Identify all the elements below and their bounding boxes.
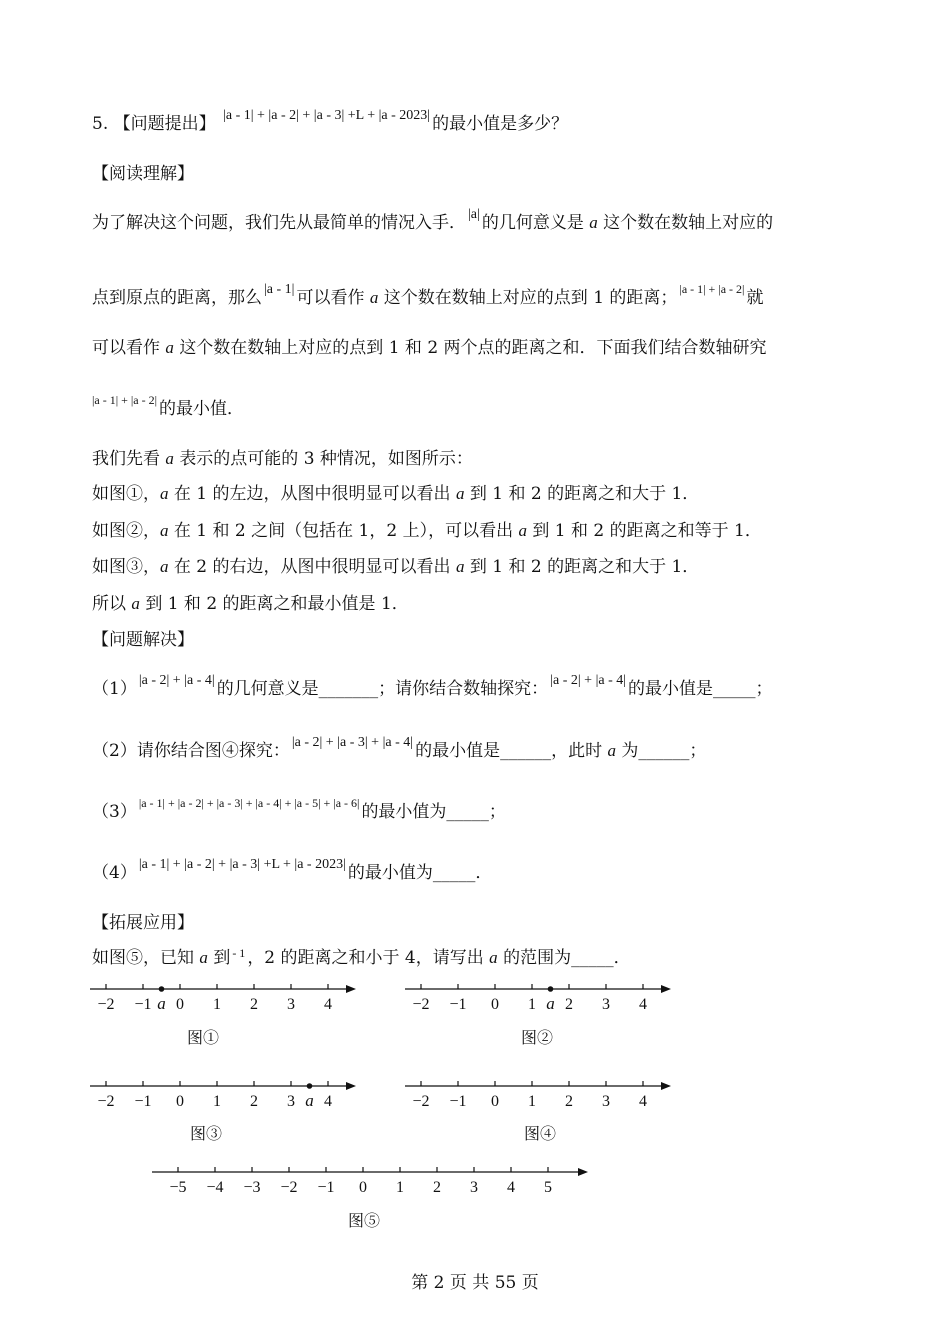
text: 的范围为_____． bbox=[503, 948, 631, 968]
text: 的几何意义是 bbox=[481, 213, 584, 233]
problem-tail: 的最小值是多少？ bbox=[432, 114, 569, 134]
var-a: a bbox=[455, 557, 465, 576]
text: 为了解决这个问题，我们先从最简单的情况入手． bbox=[92, 213, 466, 233]
tick-label: 3 bbox=[287, 996, 295, 1013]
number-line-fig1 bbox=[88, 980, 358, 1022]
var-a: a bbox=[455, 484, 465, 503]
number-line-svg bbox=[150, 1163, 590, 1205]
text: 如图⑤，已知 bbox=[92, 948, 194, 968]
abs-expression: |a - 1| bbox=[264, 282, 295, 297]
point-a bbox=[307, 1083, 313, 1089]
point-a-label: a bbox=[157, 994, 166, 1013]
caption-fig4: 图④ bbox=[524, 1124, 557, 1143]
var-a: a bbox=[518, 521, 527, 540]
question-1 bbox=[92, 673, 773, 702]
q3-expression: |a - 1| + |a - 2| + |a - 3| + |a - 4| + |a - 5| + |a - 6| bbox=[138, 796, 360, 810]
tick-label: −2 bbox=[412, 1093, 430, 1110]
tick-label: 4 bbox=[507, 1179, 515, 1196]
text: 这个数在数轴上对应的点到 1 的距离； bbox=[383, 288, 678, 308]
var-a: a bbox=[589, 213, 598, 232]
number-line-fig2 bbox=[403, 980, 673, 1022]
var-a: a bbox=[160, 484, 169, 503]
neg-one: - 1 bbox=[232, 946, 246, 960]
extend-line bbox=[92, 947, 631, 970]
tick-label: 4 bbox=[639, 1093, 647, 1110]
text: 到 1 和 2 的距离之和大于 1． bbox=[469, 557, 700, 577]
text: 的最小值为_____； bbox=[361, 802, 506, 822]
tick-label: 3 bbox=[470, 1179, 478, 1196]
solve-heading: 【问题解决】 bbox=[92, 630, 194, 650]
reading-line-8 bbox=[92, 556, 699, 578]
axis-arrow bbox=[661, 1082, 671, 1090]
reading-heading: 【阅读理解】 bbox=[92, 164, 194, 184]
problem-line bbox=[92, 108, 569, 137]
point-a-label: a bbox=[305, 1091, 314, 1110]
axis-arrow bbox=[578, 1168, 588, 1176]
text: 这个数在数轴上对应的点到 1 和 2 两个点的距离之和．下面我们结合数轴研究 bbox=[179, 338, 767, 358]
text: 到 1 和 2 的距离之和等于 1． bbox=[532, 521, 762, 541]
q-number: （2） bbox=[92, 741, 137, 761]
caption-fig3: 图③ bbox=[190, 1124, 223, 1143]
q-number: （3） bbox=[92, 802, 137, 822]
tick-label: 4 bbox=[324, 1093, 332, 1110]
problem-expression: |a - 1| + |a - 2| + |a - 3| +L + |a - 2023| bbox=[223, 108, 431, 123]
extend-heading: 【拓展应用】 bbox=[92, 913, 194, 933]
reading-line-1 bbox=[92, 207, 774, 236]
number-line-fig5 bbox=[150, 1163, 590, 1205]
var-a: a bbox=[131, 594, 140, 613]
text: 为______； bbox=[621, 741, 707, 761]
var-a: a bbox=[160, 557, 169, 576]
text: 的几何意义是_______；请你结合数轴探究： bbox=[216, 679, 549, 699]
tick-label: −1 bbox=[134, 1093, 152, 1110]
axis-arrow bbox=[661, 985, 671, 993]
text: 到 1 和 2 的距离之和最小值是 1． bbox=[145, 594, 409, 614]
tick-label: −2 bbox=[97, 1093, 115, 1110]
text: 如图②， bbox=[92, 521, 160, 541]
caption-fig1: 图① bbox=[187, 1028, 220, 1047]
tick-label: 3 bbox=[287, 1093, 295, 1110]
text: 到 bbox=[213, 948, 231, 968]
tick-label: 2 bbox=[565, 1093, 573, 1110]
var-a: a bbox=[369, 288, 379, 307]
text: 的最小值是_____； bbox=[628, 679, 773, 699]
number-line-svg bbox=[403, 980, 673, 1022]
question-2 bbox=[92, 735, 707, 764]
tick-label: −3 bbox=[243, 1179, 261, 1196]
text: 的最小值为_____． bbox=[347, 863, 493, 883]
tick-label: 0 bbox=[176, 996, 184, 1013]
q2-expression: |a - 2| + |a - 3| + |a - 4| bbox=[291, 735, 414, 750]
question-4 bbox=[92, 857, 493, 886]
q4-expression: |a - 1| + |a - 2| + |a - 3| +L + |a - 2023| bbox=[138, 857, 346, 872]
tick-label: 4 bbox=[324, 996, 332, 1013]
page-footer: 第 2 页 共 55 页 bbox=[411, 1273, 539, 1293]
point-a bbox=[159, 986, 165, 992]
tick-label: 0 bbox=[491, 1093, 499, 1110]
text: 可以看作 bbox=[296, 288, 365, 308]
number-line-svg bbox=[88, 1077, 358, 1119]
tick-label: 1 bbox=[396, 1179, 404, 1196]
reading-line-3 bbox=[92, 337, 767, 359]
var-a: a bbox=[165, 449, 174, 468]
abs-sum-expression: |a - 1| + |a - 2| bbox=[92, 393, 158, 407]
text: 我们先看 bbox=[92, 449, 160, 469]
text: 在 2 的右边，从图中很明显可以看出 bbox=[173, 557, 451, 577]
text: 的最小值是______，此时 bbox=[415, 741, 603, 761]
text: 点到原点的距离，那么 bbox=[92, 288, 262, 308]
tick-label: 0 bbox=[491, 996, 499, 1013]
reading-line-7 bbox=[92, 520, 762, 542]
number-line-svg bbox=[403, 1077, 673, 1119]
text: 所以 bbox=[92, 594, 126, 614]
text: 到 1 和 2 的距离之和大于 1． bbox=[469, 484, 700, 504]
tick-label: −2 bbox=[280, 1179, 298, 1196]
var-a: a bbox=[165, 338, 174, 357]
reading-line-6 bbox=[92, 483, 699, 505]
axis-arrow bbox=[346, 1082, 356, 1090]
tick-label: 2 bbox=[433, 1179, 441, 1196]
question-3 bbox=[92, 796, 506, 824]
reading-line-4 bbox=[92, 393, 245, 421]
reading-line-2 bbox=[92, 282, 764, 311]
q1-expression: |a - 2| + |a - 4| bbox=[138, 673, 215, 688]
q-number: （1） bbox=[92, 679, 137, 699]
text: ，2 的距离之和小于 4，请写出 bbox=[247, 948, 484, 968]
tick-label: −2 bbox=[412, 996, 430, 1013]
tick-label: 5 bbox=[544, 1179, 552, 1196]
tick-label: 3 bbox=[602, 1093, 610, 1110]
number-line-fig3 bbox=[88, 1077, 358, 1119]
tick-label: −1 bbox=[317, 1179, 335, 1196]
number-line-fig4 bbox=[403, 1077, 673, 1119]
problem-heading: 【问题提出】 bbox=[113, 114, 216, 134]
tick-label: 0 bbox=[359, 1179, 367, 1196]
tick-label: 2 bbox=[565, 996, 573, 1013]
tick-label: −1 bbox=[449, 1093, 467, 1110]
tick-label: 3 bbox=[602, 996, 610, 1013]
tick-label: 2 bbox=[250, 1093, 258, 1110]
abs-sum-expression: |a - 1| + |a - 2| bbox=[679, 282, 745, 296]
tick-label: 4 bbox=[639, 996, 647, 1013]
text: 就 bbox=[746, 288, 764, 308]
q1-expression-2: |a - 2| + |a - 4| bbox=[550, 673, 627, 688]
tick-label: −4 bbox=[206, 1179, 224, 1196]
tick-label: −1 bbox=[134, 996, 152, 1013]
text: 在 1 和 2 之间（包括在 1，2 上），可以看出 bbox=[173, 521, 514, 541]
tick-label: 2 bbox=[250, 996, 258, 1013]
reading-line-9 bbox=[92, 593, 409, 615]
text: 的最小值． bbox=[159, 399, 245, 419]
axis-arrow bbox=[346, 985, 356, 993]
tick-label: 1 bbox=[528, 1093, 536, 1110]
number-line-svg bbox=[88, 980, 358, 1022]
text: 这个数在数轴上对应的 bbox=[603, 213, 774, 233]
tick-label: 1 bbox=[528, 996, 536, 1013]
tick-label: −2 bbox=[97, 996, 115, 1013]
tick-label: 1 bbox=[213, 1093, 221, 1110]
point-a bbox=[548, 986, 554, 992]
caption-fig2: 图② bbox=[521, 1028, 554, 1047]
abs-a-expression: |a| bbox=[468, 207, 480, 222]
var-a: a bbox=[160, 521, 169, 540]
text: 在 1 的左边，从图中很明显可以看出 bbox=[173, 484, 451, 504]
tick-label: −1 bbox=[449, 996, 467, 1013]
text: 可以看作 bbox=[92, 338, 160, 358]
var-a: a bbox=[199, 948, 208, 967]
text: 如图①， bbox=[92, 484, 160, 504]
text: 表示的点可能的 3 种情况，如图所示： bbox=[179, 449, 473, 469]
tick-label: 0 bbox=[176, 1093, 184, 1110]
problem-number: 5. bbox=[92, 114, 109, 134]
reading-line-5 bbox=[92, 448, 473, 470]
tick-label: −5 bbox=[169, 1179, 187, 1196]
text: 如图③， bbox=[92, 557, 160, 577]
text: 请你结合图④探究： bbox=[136, 741, 290, 761]
point-a-label: a bbox=[546, 994, 555, 1013]
var-a: a bbox=[607, 741, 616, 760]
q-number: （4） bbox=[92, 863, 137, 883]
caption-fig5: 图⑤ bbox=[348, 1211, 381, 1230]
tick-label: 1 bbox=[213, 996, 221, 1013]
var-a: a bbox=[489, 948, 498, 967]
